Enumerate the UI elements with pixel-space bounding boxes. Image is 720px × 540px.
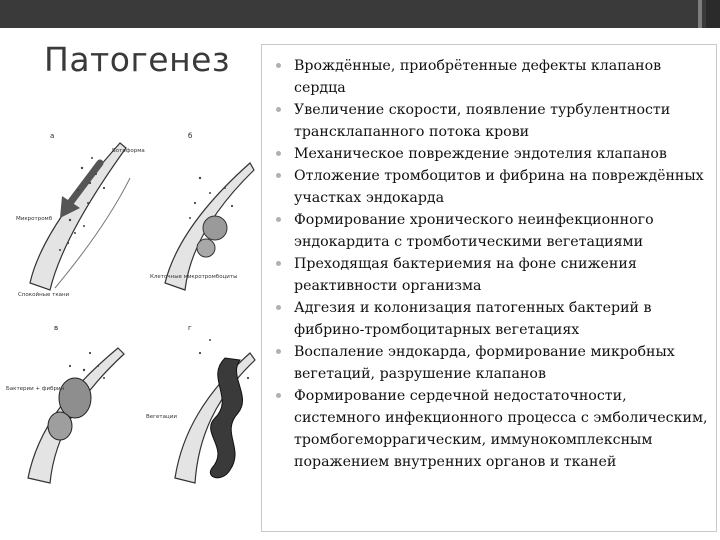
list-item (276, 55, 708, 99)
list-item (276, 385, 708, 473)
list-item (276, 297, 708, 341)
bullet-dot-icon (276, 349, 281, 354)
list-item (276, 165, 708, 209)
label-bacteria-fibrin: Бактерии + фибрин (6, 386, 65, 392)
bullet-dot-icon (276, 151, 281, 156)
bullet-dot-icon (276, 305, 281, 310)
label-microthrombus: Микротромб (16, 216, 53, 222)
pathogenesis-list (276, 55, 708, 473)
list-item-text: Увеличение скорости, появление турбулентности трансклапанного потока крови (294, 102, 671, 140)
bullet-dot-icon (276, 393, 281, 398)
list-item-text: Адгезия и колонизация патогенных бактерий в фибрино-тромбоцитарных вегетациях (294, 300, 652, 338)
valve-diagram (0, 108, 262, 488)
list-item-text: Воспаление эндокарда, формирование микробных вегетаций, разрушение клапанов (294, 344, 675, 382)
vegetation-c2 (48, 412, 72, 440)
list-item-text: Отложение тромбоцитов и фибрина на повреждённых участках эндокарда (294, 168, 704, 206)
bullet-content-box (261, 44, 717, 532)
platelet-cluster-b1 (203, 216, 227, 240)
list-item-text: Формирование хронического неинфекционного эндокардита с тромботическими вегетациями (294, 212, 654, 250)
panel-letter-d: г (188, 324, 192, 332)
panel-a (16, 132, 145, 298)
bullet-dot-icon (276, 217, 281, 222)
label-tissue: Спокойные ткани (18, 292, 70, 298)
bullet-dot-icon (276, 261, 281, 266)
panel-d (146, 324, 255, 483)
panel-letter-a: a (50, 132, 55, 140)
panel-letter-c: в (54, 324, 59, 332)
list-item (276, 209, 708, 253)
panel-c (6, 324, 124, 483)
top-bar (0, 0, 720, 28)
list-item-text: Врождённые, приобрётенные дефекты клапанов сердца (294, 58, 662, 96)
list-item-text: Механическое повреждение эндотелия клапанов (294, 146, 667, 162)
list-item (276, 341, 708, 385)
top-bar-corner (706, 0, 720, 28)
vegetation-c1 (59, 378, 91, 418)
bullet-dot-icon (276, 173, 281, 178)
label-vegetations: Вегетации (146, 414, 177, 420)
label-valve: Ботоформа (112, 148, 145, 154)
label-cell-micro: Клеточные микротромбоциты (150, 274, 238, 280)
list-item-text: Преходящая бактериемия на фоне снижения реактивности организма (294, 256, 637, 294)
platelet-cluster-b2 (197, 239, 215, 257)
bullet-dot-icon (276, 107, 281, 112)
bullet-dot-icon (276, 63, 281, 68)
panel-letter-b: б (188, 132, 193, 140)
top-bar-accent (698, 0, 702, 28)
list-item-text: Формирование сердечной недостаточности, системного инфекционного процесса с эмболическим, тромбогеморрагическим, иммунокомплексным поражением внутренних органов и тканей (294, 388, 708, 470)
slide-title: Патогенез (44, 40, 231, 79)
list-item (276, 143, 708, 165)
pathogenesis-illustration (0, 108, 262, 488)
panel-b (150, 132, 254, 290)
list-item (276, 99, 708, 143)
list-item (276, 253, 708, 297)
